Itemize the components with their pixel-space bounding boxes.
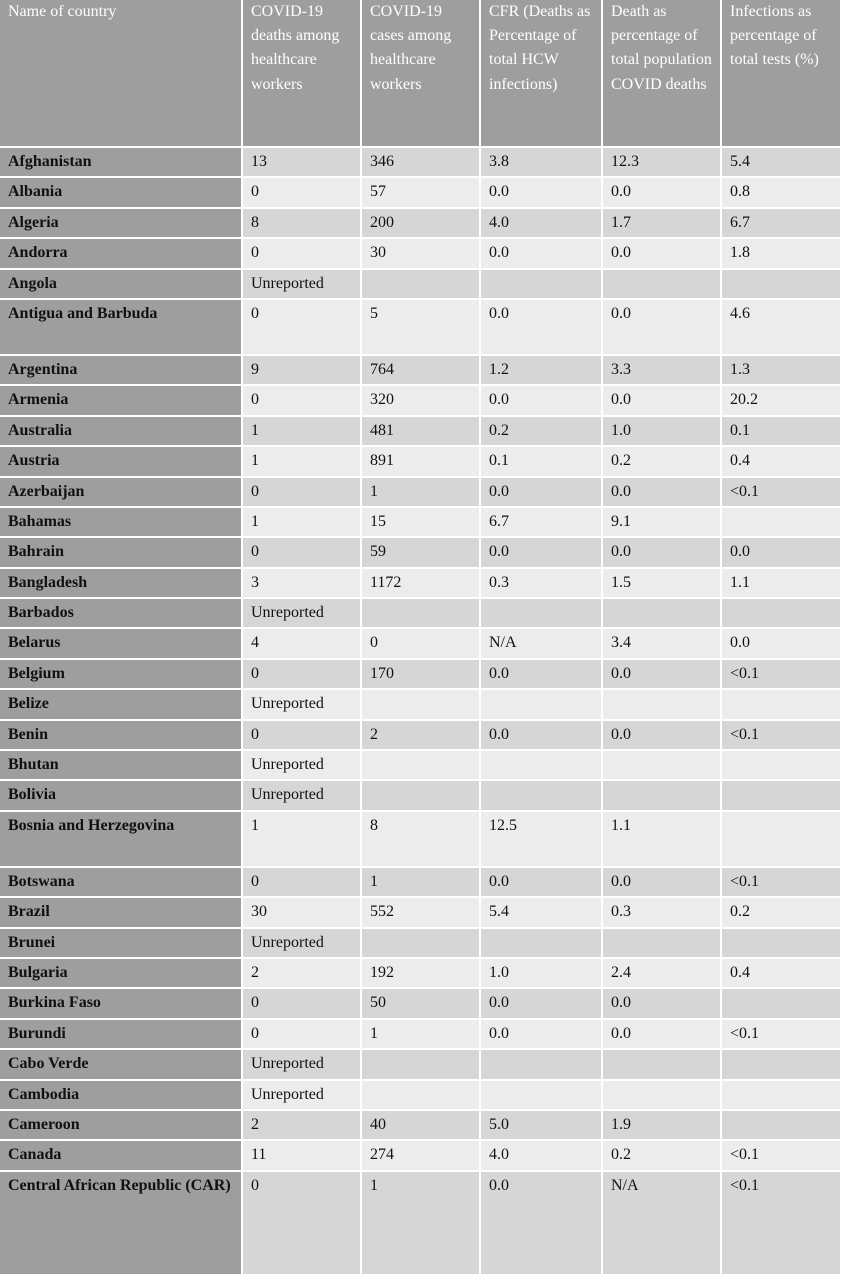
infection-pct-cell: <0.1 [722,868,842,898]
death-pct-cell [603,1050,722,1080]
table-row [0,599,842,629]
cfr-cell: 0.0 [481,300,603,356]
infection-pct-cell [722,812,842,868]
cfr-cell: 5.4 [481,898,603,928]
hcw-deaths-cell: 0 [243,538,362,568]
cfr-cell: 0.0 [481,868,603,898]
hcw-deaths-cell: Unreported [243,270,362,300]
table-row [0,239,842,269]
hcw-cases-cell: 1 [362,1020,481,1050]
hcw-cases-cell [362,929,481,959]
hcw-deaths-cell: 1 [243,417,362,447]
country-cell: Angola [0,270,243,300]
cfr-cell: 0.3 [481,569,603,599]
infection-pct-cell: <0.1 [722,660,842,690]
hcw-deaths-cell: 0 [243,1172,362,1276]
hcw-cases-cell: 30 [362,239,481,269]
country-cell: Burundi [0,1020,243,1050]
death-pct-cell: 12.3 [603,148,722,178]
country-cell: Botswana [0,868,243,898]
table-row [0,447,842,477]
cfr-cell: 1.2 [481,356,603,386]
header-death-pct: Death as percentage of total population COVID deaths [603,0,722,148]
table-row [0,898,842,928]
infection-pct-cell: 4.6 [722,300,842,356]
cfr-cell: 0.0 [481,1172,603,1276]
table-row [0,270,842,300]
hcw-cases-cell: 552 [362,898,481,928]
table-row [0,209,842,239]
hcw-cases-cell: 1 [362,478,481,508]
infection-pct-cell [722,929,842,959]
infection-pct-cell: 5.4 [722,148,842,178]
table-row [0,356,842,386]
hcw-cases-cell [362,751,481,781]
death-pct-cell: 0.2 [603,447,722,477]
death-pct-cell: 1.0 [603,417,722,447]
hcw-deaths-cell: Unreported [243,781,362,811]
hcw-deaths-cell: 0 [243,721,362,751]
hcw-deaths-cell: 0 [243,386,362,416]
cfr-cell [481,751,603,781]
country-cell: Bolivia [0,781,243,811]
country-cell: Barbados [0,599,243,629]
death-pct-cell: 0.0 [603,538,722,568]
hcw-cases-cell: 320 [362,386,481,416]
hcw-cases-cell [362,599,481,629]
infection-pct-cell: <0.1 [722,478,842,508]
cfr-cell [481,270,603,300]
hcw-deaths-cell: 4 [243,629,362,659]
table-row [0,569,842,599]
hcw-deaths-cell: 2 [243,1111,362,1141]
death-pct-cell: 0.0 [603,868,722,898]
country-cell: Bangladesh [0,569,243,599]
hcw-cases-cell: 170 [362,660,481,690]
table-row [0,812,842,868]
hcw-cases-cell [362,1081,481,1111]
table-row [0,959,842,989]
hcw-deaths-cell: 0 [243,660,362,690]
country-cell: Austria [0,447,243,477]
header-hcw-deaths: COVID-19 deaths among healthcare workers [243,0,362,148]
cfr-cell: N/A [481,629,603,659]
infection-pct-cell: 1.8 [722,239,842,269]
table-row [0,148,842,178]
infection-pct-cell: 0.4 [722,959,842,989]
hcw-deaths-cell: 11 [243,1141,362,1171]
table-row [0,300,842,356]
hcw-cases-cell: 200 [362,209,481,239]
death-pct-cell: 0.0 [603,178,722,208]
infection-pct-cell [722,508,842,538]
hcw-cases-cell: 1 [362,1172,481,1276]
hcw-deaths-cell: 3 [243,569,362,599]
table-row [0,989,842,1019]
death-pct-cell: 0.0 [603,478,722,508]
country-cell: Brazil [0,898,243,928]
hcw-cases-cell [362,1050,481,1080]
infection-pct-cell: 0.4 [722,447,842,477]
death-pct-cell: N/A [603,1172,722,1276]
infection-pct-cell: 6.7 [722,209,842,239]
hcw-deaths-cell: 30 [243,898,362,928]
header-country: Name of country [0,0,243,148]
hcw-deaths-cell: 0 [243,300,362,356]
header-hcw-cases: COVID-19 cases among healthcare workers [362,0,481,148]
table-row [0,721,842,751]
hcw-deaths-cell: Unreported [243,599,362,629]
table-row [0,629,842,659]
infection-pct-cell: <0.1 [722,1020,842,1050]
death-pct-cell: 0.0 [603,721,722,751]
cfr-cell: 0.0 [481,538,603,568]
infection-pct-cell: 1.1 [722,569,842,599]
table-row [0,1081,842,1111]
cfr-cell [481,599,603,629]
hcw-deaths-cell: 8 [243,209,362,239]
country-cell: Belarus [0,629,243,659]
hcw-deaths-cell: 0 [243,1020,362,1050]
infection-pct-cell: 0.0 [722,538,842,568]
hcw-deaths-cell: 0 [243,989,362,1019]
infection-pct-cell [722,751,842,781]
death-pct-cell [603,781,722,811]
table-row [0,868,842,898]
hcw-deaths-cell: 0 [243,178,362,208]
hcw-cases-cell: 481 [362,417,481,447]
country-cell: Bhutan [0,751,243,781]
hcw-deaths-cell: Unreported [243,1081,362,1111]
hcw-deaths-cell: Unreported [243,1050,362,1080]
cfr-cell [481,781,603,811]
infection-pct-cell: <0.1 [722,721,842,751]
hcw-cases-cell: 40 [362,1111,481,1141]
cfr-cell: 0.1 [481,447,603,477]
table-row [0,1141,842,1171]
cfr-cell: 0.0 [481,1020,603,1050]
cfr-cell: 0.0 [481,386,603,416]
hcw-cases-cell: 274 [362,1141,481,1171]
table-row [0,478,842,508]
hcw-cases-cell: 5 [362,300,481,356]
table-row [0,386,842,416]
header-cfr: CFR (Deaths as Percentage of total HCW infections) [481,0,603,148]
death-pct-cell [603,599,722,629]
cfr-cell: 0.0 [481,989,603,1019]
country-cell: Bahrain [0,538,243,568]
hcw-cases-cell: 1172 [362,569,481,599]
hcw-deaths-cell: 1 [243,447,362,477]
cfr-cell: 0.0 [481,660,603,690]
infection-pct-cell: 0.0 [722,629,842,659]
table-row [0,1111,842,1141]
country-cell: Bulgaria [0,959,243,989]
country-cell: Central African Republic (CAR) [0,1172,243,1276]
infection-pct-cell: <0.1 [722,1141,842,1171]
hcw-cases-cell: 8 [362,812,481,868]
country-cell: Australia [0,417,243,447]
header-row [0,0,842,148]
table-row [0,1050,842,1080]
infection-pct-cell [722,690,842,720]
infection-pct-cell: 0.1 [722,417,842,447]
country-cell: Cambodia [0,1081,243,1111]
cfr-cell: 4.0 [481,1141,603,1171]
hcw-cases-cell: 1 [362,868,481,898]
cfr-cell [481,1050,603,1080]
death-pct-cell: 0.0 [603,300,722,356]
death-pct-cell: 9.1 [603,508,722,538]
cfr-cell: 1.0 [481,959,603,989]
table-row [0,929,842,959]
table-row [0,508,842,538]
infection-pct-cell [722,1081,842,1111]
hcw-cases-cell [362,690,481,720]
death-pct-cell [603,690,722,720]
hcw-deaths-cell: Unreported [243,690,362,720]
hcw-cases-cell: 346 [362,148,481,178]
table-row [0,781,842,811]
hcw-cases-cell: 192 [362,959,481,989]
infection-pct-cell: 20.2 [722,386,842,416]
hcw-cases-cell: 15 [362,508,481,538]
death-pct-cell [603,1081,722,1111]
table-row [0,1172,842,1276]
country-cell: Canada [0,1141,243,1171]
death-pct-cell: 0.0 [603,660,722,690]
hcw-cases-cell: 59 [362,538,481,568]
death-pct-cell: 0.0 [603,386,722,416]
cfr-cell: 6.7 [481,508,603,538]
table-row [0,417,842,447]
death-pct-cell: 3.3 [603,356,722,386]
hcw-cases-cell: 57 [362,178,481,208]
country-cell: Burkina Faso [0,989,243,1019]
cfr-cell: 0.0 [481,239,603,269]
table-body [0,148,842,1276]
infection-pct-cell [722,270,842,300]
country-cell: Andorra [0,239,243,269]
country-cell: Albania [0,178,243,208]
header-infection-pct: Infections as percentage of total tests (%) [722,0,842,148]
hcw-deaths-cell: 1 [243,508,362,538]
hcw-deaths-cell: Unreported [243,751,362,781]
cfr-cell: 3.8 [481,148,603,178]
death-pct-cell [603,270,722,300]
table-row [0,660,842,690]
death-pct-cell: 1.5 [603,569,722,599]
table-row [0,690,842,720]
death-pct-cell [603,929,722,959]
cfr-cell: 0.0 [481,478,603,508]
cfr-cell: 0.0 [481,178,603,208]
cfr-cell: 5.0 [481,1111,603,1141]
country-cell: Bahamas [0,508,243,538]
death-pct-cell: 1.9 [603,1111,722,1141]
country-cell: Brunei [0,929,243,959]
country-cell: Belize [0,690,243,720]
hcw-deaths-cell: 2 [243,959,362,989]
hcw-deaths-cell: 13 [243,148,362,178]
hcw-deaths-cell: 0 [243,239,362,269]
country-cell: Bosnia and Herzegovina [0,812,243,868]
infection-pct-cell [722,1050,842,1080]
infection-pct-cell: 1.3 [722,356,842,386]
death-pct-cell: 1.7 [603,209,722,239]
country-cell: Armenia [0,386,243,416]
cfr-cell: 0.0 [481,721,603,751]
hcw-deaths-cell: Unreported [243,929,362,959]
country-cell: Cabo Verde [0,1050,243,1080]
hcw-cases-cell: 891 [362,447,481,477]
infection-pct-cell [722,599,842,629]
country-cell: Belgium [0,660,243,690]
death-pct-cell: 0.0 [603,239,722,269]
hcw-cases-cell: 0 [362,629,481,659]
death-pct-cell: 3.4 [603,629,722,659]
death-pct-cell [603,751,722,781]
country-cell: Afghanistan [0,148,243,178]
table-row [0,538,842,568]
death-pct-cell: 2.4 [603,959,722,989]
death-pct-cell: 1.1 [603,812,722,868]
cfr-cell [481,1081,603,1111]
cfr-cell: 4.0 [481,209,603,239]
hcw-cases-cell: 2 [362,721,481,751]
cfr-cell: 12.5 [481,812,603,868]
death-pct-cell: 0.0 [603,989,722,1019]
hcw-deaths-cell: 9 [243,356,362,386]
hcw-cases-cell: 50 [362,989,481,1019]
table-row [0,751,842,781]
infection-pct-cell [722,1111,842,1141]
hcw-deaths-cell: 1 [243,812,362,868]
hcw-deaths-cell: 0 [243,868,362,898]
country-cell: Algeria [0,209,243,239]
country-cell: Antigua and Barbuda [0,300,243,356]
hcw-cases-cell [362,781,481,811]
country-cell: Argentina [0,356,243,386]
country-cell: Cameroon [0,1111,243,1141]
infection-pct-cell [722,989,842,1019]
hcw-cases-cell: 764 [362,356,481,386]
table-row [0,178,842,208]
death-pct-cell: 0.0 [603,1020,722,1050]
hcw-deaths-cell: 0 [243,478,362,508]
cfr-cell [481,929,603,959]
infection-pct-cell [722,781,842,811]
infection-pct-cell: 0.2 [722,898,842,928]
country-cell: Benin [0,721,243,751]
death-pct-cell: 0.3 [603,898,722,928]
infection-pct-cell: <0.1 [722,1172,842,1276]
infection-pct-cell: 0.8 [722,178,842,208]
country-cell: Azerbaijan [0,478,243,508]
cfr-cell: 0.2 [481,417,603,447]
hcw-cases-cell [362,270,481,300]
cfr-cell [481,690,603,720]
table-row [0,1020,842,1050]
death-pct-cell: 0.2 [603,1141,722,1171]
